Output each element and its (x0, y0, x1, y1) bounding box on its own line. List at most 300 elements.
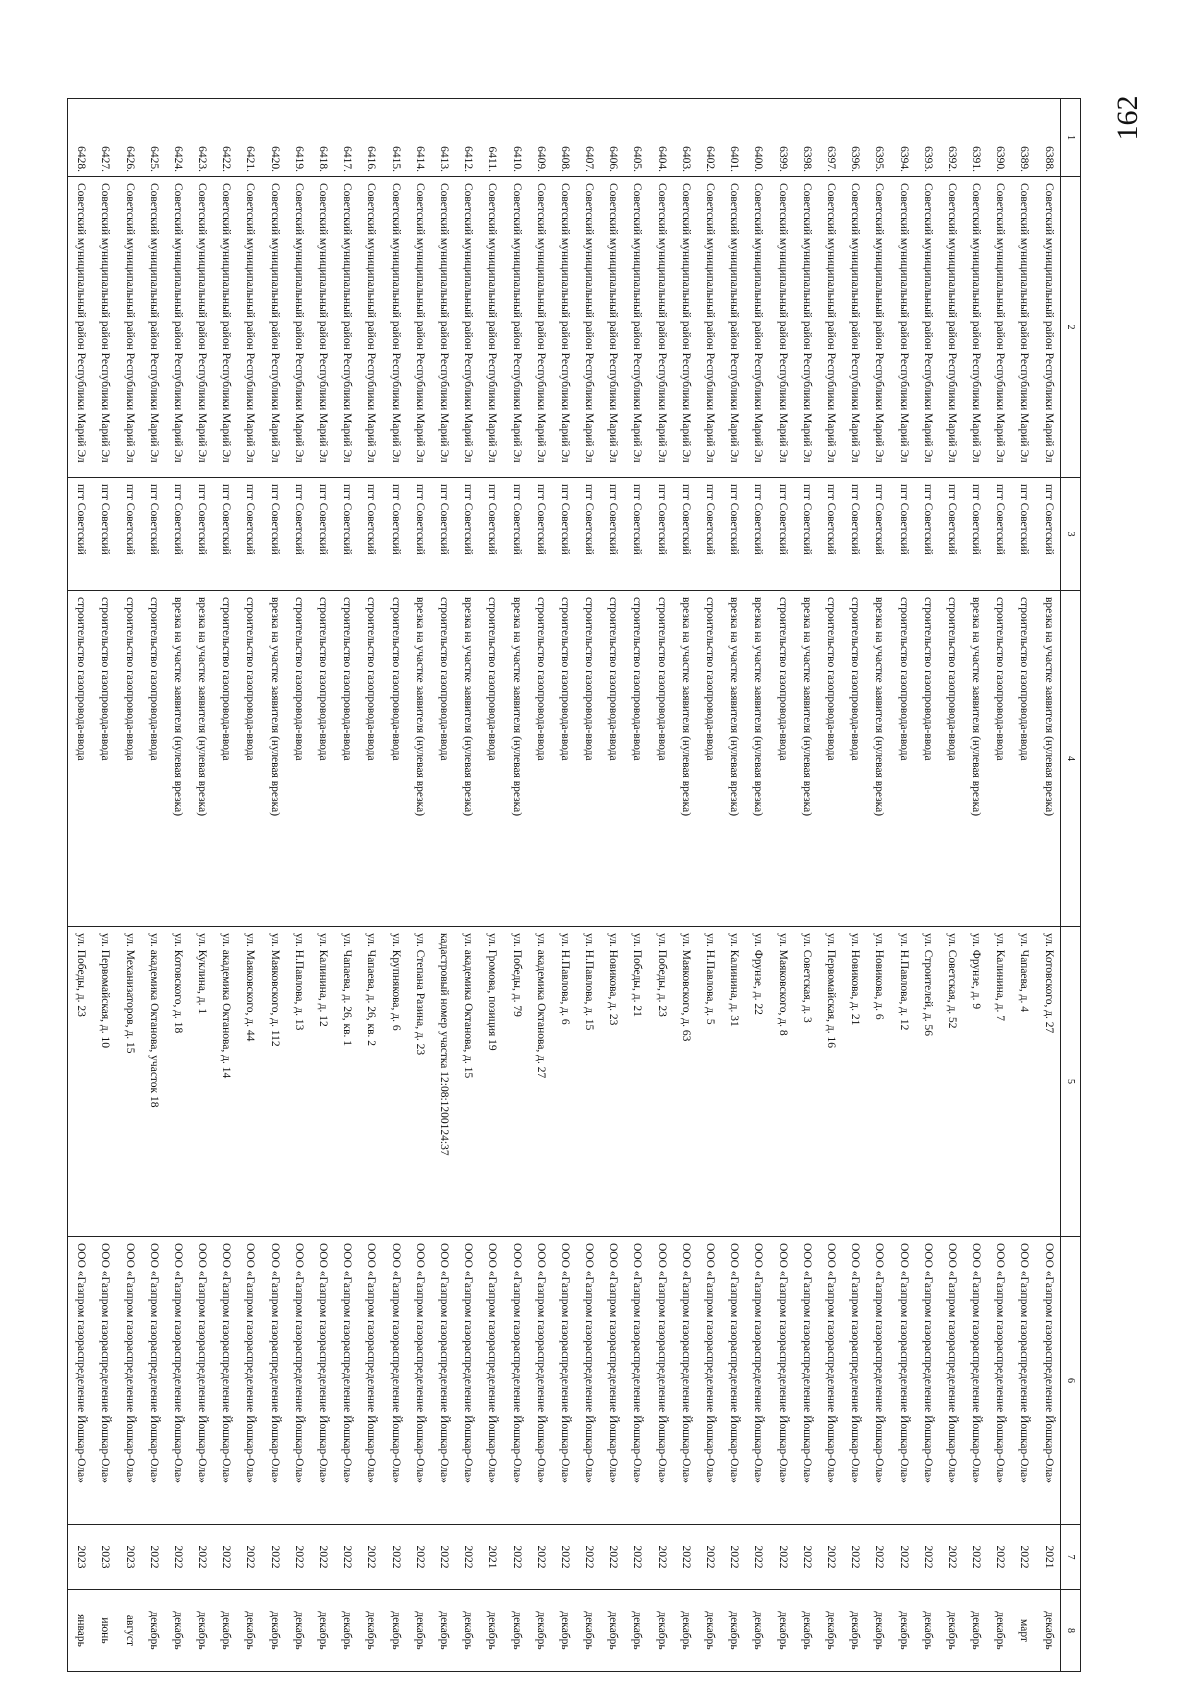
month-cell: декабрь (939, 1590, 963, 1672)
address-cell: ул. Н.Павлова, д. 12 (891, 927, 915, 1237)
table-row (383, 99, 407, 1672)
table-row (189, 99, 213, 1672)
month-cell: декабрь (818, 1590, 842, 1672)
row-number: 6424. (165, 99, 189, 177)
month-cell: декабрь (213, 1590, 237, 1672)
work-type-cell: строительство газопровода-ввода (238, 591, 262, 927)
organization-cell: ООО «Газпром газораспределение Йошкар-Ола» (818, 1237, 842, 1525)
month-cell: декабрь (383, 1590, 407, 1672)
municipality-cell: Советский муниципальный район Республики Марий Эл (455, 177, 479, 478)
month-cell: декабрь (794, 1590, 818, 1672)
work-type-cell: врезка на участке заявителя (нулевая врезка) (673, 591, 697, 927)
settlement-cell: пгт Советский (165, 478, 189, 591)
month-cell: декабрь (891, 1590, 915, 1672)
table-row (673, 99, 697, 1672)
row-number: 6396. (842, 99, 866, 177)
municipality-cell: Советский муниципальный район Республики Марий Эл (189, 177, 213, 478)
settlement-cell: пгт Советский (818, 478, 842, 591)
municipality-cell: Советский муниципальный район Республики Марий Эл (842, 177, 866, 478)
work-type-cell: строительство газопровода-ввода (334, 591, 358, 927)
municipality-cell: Советский муниципальный район Республики Марий Эл (165, 177, 189, 478)
column-header-7: 7 (1061, 1525, 1081, 1590)
organization-cell: ООО «Газпром газораспределение Йошкар-Ола» (141, 1237, 165, 1525)
year-cell: 2022 (286, 1525, 310, 1590)
month-cell: август (117, 1590, 141, 1672)
work-type-cell: строительство газопровода-ввода (625, 591, 649, 927)
settlement-cell: пгт Советский (383, 478, 407, 591)
organization-cell: ООО «Газпром газораспределение Йошкар-Ола» (286, 1237, 310, 1525)
row-number: 6418. (310, 99, 334, 177)
month-cell: декабрь (867, 1590, 891, 1672)
municipality-cell: Советский муниципальный район Республики Марий Эл (407, 177, 431, 478)
year-cell: 2022 (1012, 1525, 1036, 1590)
municipality-cell: Советский муниципальный район Республики Марий Эл (600, 177, 624, 478)
settlement-cell: пгт Советский (504, 478, 528, 591)
year-cell: 2022 (213, 1525, 237, 1590)
municipality-cell: Советский муниципальный район Республики Марий Эл (939, 177, 963, 478)
address-cell: ул. Калинина, д. 12 (310, 927, 334, 1237)
table-row (431, 99, 455, 1672)
table-row (1012, 99, 1036, 1672)
work-type-cell: строительство газопровода-ввода (68, 591, 93, 927)
year-cell: 2022 (891, 1525, 915, 1590)
settlement-cell: пгт Советский (625, 478, 649, 591)
year-cell: 2022 (359, 1525, 383, 1590)
address-cell: ул. Калинина, д. 31 (721, 927, 745, 1237)
settlement-cell: пгт Советский (480, 478, 504, 591)
row-number: 6417. (334, 99, 358, 177)
address-cell: ул. Механизаторов, д. 15 (117, 927, 141, 1237)
settlement-cell: пгт Советский (963, 478, 987, 591)
work-type-cell: строительство газопровода-ввода (431, 591, 455, 927)
row-number: 6413. (431, 99, 455, 177)
month-cell: декабрь (310, 1590, 334, 1672)
address-cell: ул. Победы, д. 21 (625, 927, 649, 1237)
organization-cell: ООО «Газпром газораспределение Йошкар-Ола» (262, 1237, 286, 1525)
month-cell: декабрь (721, 1590, 745, 1672)
work-type-cell: строительство газопровода-ввода (842, 591, 866, 927)
organization-cell: ООО «Газпром газораспределение Йошкар-Ола» (649, 1237, 673, 1525)
municipality-cell: Советский муниципальный район Республики Марий Эл (867, 177, 891, 478)
year-cell: 2022 (141, 1525, 165, 1590)
year-cell: 2022 (334, 1525, 358, 1590)
row-number: 6399. (770, 99, 794, 177)
table-row (600, 99, 624, 1672)
page-number: 162 (1111, 95, 1144, 141)
work-type-cell: строительство газопровода-ввода (697, 591, 721, 927)
month-cell: декабрь (480, 1590, 504, 1672)
work-type-cell: строительство газопровода-ввода (480, 591, 504, 927)
year-cell: 2022 (697, 1525, 721, 1590)
year-cell: 2022 (794, 1525, 818, 1590)
work-type-cell: строительство газопровода-ввода (891, 591, 915, 927)
address-cell: ул. Чапаева, д. 4 (1012, 927, 1036, 1237)
address-cell: кадастровый номер участка 12:08:1200124:37 (431, 927, 455, 1237)
year-cell: 2022 (383, 1525, 407, 1590)
table-row (697, 99, 721, 1672)
work-type-cell: строительство газопровода-ввода (576, 591, 600, 927)
work-type-cell: строительство газопровода-ввода (770, 591, 794, 927)
table-row (93, 99, 117, 1672)
row-number: 6388. (1036, 99, 1061, 177)
row-number: 6403. (673, 99, 697, 177)
organization-cell: ООО «Газпром газораспределение Йошкар-Ола» (407, 1237, 431, 1525)
work-type-cell: врезка на участке заявителя (нулевая врезка) (721, 591, 745, 927)
municipality-cell: Советский муниципальный район Республики Марий Эл (213, 177, 237, 478)
municipality-cell: Советский муниципальный район Республики Марий Эл (262, 177, 286, 478)
month-cell: декабрь (141, 1590, 165, 1672)
address-cell: ул. Котовского, д. 27 (1036, 927, 1061, 1237)
organization-cell: ООО «Газпром газораспределение Йошкар-Ола» (794, 1237, 818, 1525)
row-number: 6428. (68, 99, 93, 177)
year-cell: 2022 (528, 1525, 552, 1590)
month-cell: декабрь (746, 1590, 770, 1672)
settlement-cell: пгт Советский (431, 478, 455, 591)
table-row (117, 99, 141, 1672)
year-cell: 2022 (262, 1525, 286, 1590)
row-number: 6420. (262, 99, 286, 177)
work-type-cell: врезка на участке заявителя (нулевая врезка) (746, 591, 770, 927)
work-type-cell: строительство газопровода-ввода (141, 591, 165, 927)
work-type-cell: строительство газопровода-ввода (600, 591, 624, 927)
settlement-cell: пгт Советский (915, 478, 939, 591)
row-number: 6415. (383, 99, 407, 177)
organization-cell: ООО «Газпром газораспределение Йошкар-Ола» (68, 1237, 93, 1525)
table-row (794, 99, 818, 1672)
address-cell: ул. Фрунзе, д. 22 (746, 927, 770, 1237)
organization-cell: ООО «Газпром газораспределение Йошкар-Ола» (625, 1237, 649, 1525)
month-cell: декабрь (1036, 1590, 1061, 1672)
table-row (721, 99, 745, 1672)
table-row (963, 99, 987, 1672)
settlement-cell: пгт Советский (891, 478, 915, 591)
municipality-cell: Советский муниципальный район Республики Марий Эл (238, 177, 262, 478)
organization-cell: ООО «Газпром газораспределение Йошкар-Ола» (1036, 1237, 1061, 1525)
settlement-cell: пгт Советский (576, 478, 600, 591)
work-type-cell: врезка на участке заявителя (нулевая врезка) (407, 591, 431, 927)
work-type-cell: строительство газопровода-ввода (915, 591, 939, 927)
address-cell: ул. академика Октанова, д. 14 (213, 927, 237, 1237)
work-type-cell: строительство газопровода-ввода (528, 591, 552, 927)
month-cell: декабрь (770, 1590, 794, 1672)
year-cell: 2022 (189, 1525, 213, 1590)
organization-cell: ООО «Газпром газораспределение Йошкар-Ола» (552, 1237, 576, 1525)
municipality-cell: Советский муниципальный район Республики Марий Эл (552, 177, 576, 478)
row-number: 6427. (93, 99, 117, 177)
table-body (68, 99, 1061, 1672)
settlement-cell: пгт Советский (238, 478, 262, 591)
settlement-cell: пгт Советский (842, 478, 866, 591)
settlement-cell: пгт Советский (68, 478, 93, 591)
organization-cell: ООО «Газпром газораспределение Йошкар-Ола» (504, 1237, 528, 1525)
table-row (504, 99, 528, 1672)
year-cell: 2022 (746, 1525, 770, 1590)
row-number: 6398. (794, 99, 818, 177)
address-cell: ул. Советская, д. 52 (939, 927, 963, 1237)
month-cell: декабрь (359, 1590, 383, 1672)
table-row (891, 99, 915, 1672)
settlement-cell: пгт Советский (867, 478, 891, 591)
settlement-cell: пгт Советский (407, 478, 431, 591)
work-type-cell: врезка на участке заявителя (нулевая врезка) (1036, 591, 1061, 927)
year-cell: 2022 (431, 1525, 455, 1590)
row-number: 6407. (576, 99, 600, 177)
organization-cell: ООО «Газпром газораспределение Йошкар-Ола» (310, 1237, 334, 1525)
month-cell: декабрь (189, 1590, 213, 1672)
address-cell: ул. Котовского, д. 18 (165, 927, 189, 1237)
year-cell: 2022 (600, 1525, 624, 1590)
row-number: 6393. (915, 99, 939, 177)
address-cell: ул. Н.Павлова, д. 5 (697, 927, 721, 1237)
settlement-cell: пгт Советский (286, 478, 310, 591)
address-cell: ул. Громова, позиция 19 (480, 927, 504, 1237)
year-cell: 2023 (93, 1525, 117, 1590)
month-cell: июнь (93, 1590, 117, 1672)
table-row (818, 99, 842, 1672)
column-header-2: 2 (1061, 177, 1081, 478)
settlement-cell: пгт Советский (117, 478, 141, 591)
year-cell: 2022 (818, 1525, 842, 1590)
organization-cell: ООО «Газпром газораспределение Йошкар-Ола» (528, 1237, 552, 1525)
municipality-cell: Советский муниципальный район Республики Марий Эл (915, 177, 939, 478)
month-cell: декабрь (431, 1590, 455, 1672)
settlement-cell: пгт Советский (987, 478, 1011, 591)
table-row (842, 99, 866, 1672)
address-cell: ул. Степана Разина, д. 23 (407, 927, 431, 1237)
municipality-cell: Советский муниципальный район Республики Марий Эл (987, 177, 1011, 478)
settlement-cell: пгт Советский (262, 478, 286, 591)
organization-cell: ООО «Газпром газораспределение Йошкар-Ола» (867, 1237, 891, 1525)
address-cell: ул. Советская, д. 3 (794, 927, 818, 1237)
work-type-cell: строительство газопровода-ввода (117, 591, 141, 927)
settlement-cell: пгт Советский (1036, 478, 1061, 591)
table-row (746, 99, 770, 1672)
organization-cell: ООО «Газпром газораспределение Йошкар-Ола» (455, 1237, 479, 1525)
table-row (987, 99, 1011, 1672)
work-type-cell: врезка на участке заявителя (нулевая врезка) (504, 591, 528, 927)
work-type-cell: строительство газопровода-ввода (383, 591, 407, 927)
organization-cell: ООО «Газпром газораспределение Йошкар-Ола» (576, 1237, 600, 1525)
address-cell: ул. Маяковского, д. 44 (238, 927, 262, 1237)
column-header-4: 4 (1061, 591, 1081, 927)
organization-cell: ООО «Газпром газораспределение Йошкар-Ола» (165, 1237, 189, 1525)
address-cell: ул. Победы, д. 23 (68, 927, 93, 1237)
work-type-cell: строительство газопровода-ввода (649, 591, 673, 927)
work-type-cell: врезка на участке заявителя (нулевая врезка) (262, 591, 286, 927)
year-cell: 2022 (552, 1525, 576, 1590)
year-cell: 2022 (238, 1525, 262, 1590)
municipality-cell: Советский муниципальный район Республики Марий Эл (794, 177, 818, 478)
month-cell: январь (68, 1590, 93, 1672)
row-number: 6400. (746, 99, 770, 177)
municipality-cell: Советский муниципальный район Республики Марий Эл (1036, 177, 1061, 478)
month-cell: декабрь (238, 1590, 262, 1672)
year-cell: 2022 (504, 1525, 528, 1590)
year-cell: 2023 (68, 1525, 93, 1590)
month-cell: декабрь (987, 1590, 1011, 1672)
month-cell: декабрь (625, 1590, 649, 1672)
table-row (770, 99, 794, 1672)
work-type-cell: врезка на участке заявителя (нулевая врезка) (165, 591, 189, 927)
table-row (141, 99, 165, 1672)
municipality-cell: Советский муниципальный район Республики Марий Эл (68, 177, 93, 478)
address-cell: ул. академика Октанова, участок 18 (141, 927, 165, 1237)
month-cell: декабрь (842, 1590, 866, 1672)
row-number: 6406. (600, 99, 624, 177)
month-cell: декабрь (697, 1590, 721, 1672)
month-cell: декабрь (576, 1590, 600, 1672)
row-number: 6402. (697, 99, 721, 177)
municipality-cell: Советский муниципальный район Республики Марий Эл (310, 177, 334, 478)
organization-cell: ООО «Газпром газораспределение Йошкар-Ола» (334, 1237, 358, 1525)
settlement-cell: пгт Советский (939, 478, 963, 591)
table-row (625, 99, 649, 1672)
table-row (68, 99, 93, 1672)
organization-cell: ООО «Газпром газораспределение Йошкар-Ола» (842, 1237, 866, 1525)
organization-cell: ООО «Газпром газораспределение Йошкар-Ола» (721, 1237, 745, 1525)
table-row (939, 99, 963, 1672)
year-cell: 2022 (649, 1525, 673, 1590)
organization-cell: ООО «Газпром газораспределение Йошкар-Ола» (480, 1237, 504, 1525)
column-header-1: 1 (1061, 99, 1081, 177)
year-cell: 2023 (117, 1525, 141, 1590)
address-cell: ул. академика Октанова, д. 15 (455, 927, 479, 1237)
month-cell: декабрь (552, 1590, 576, 1672)
address-cell: ул. Калинина, д. 7 (987, 927, 1011, 1237)
municipality-cell: Советский муниципальный район Республики Марий Эл (93, 177, 117, 478)
settlement-cell: пгт Советский (600, 478, 624, 591)
work-type-cell: строительство газопровода-ввода (1012, 591, 1036, 927)
year-cell: 2022 (770, 1525, 794, 1590)
settlement-cell: пгт Советский (141, 478, 165, 591)
row-number: 6421. (238, 99, 262, 177)
month-cell: декабрь (407, 1590, 431, 1672)
table-row (915, 99, 939, 1672)
municipality-cell: Советский муниципальный район Республики Марий Эл (141, 177, 165, 478)
settlement-cell: пгт Советский (794, 478, 818, 591)
table-row (359, 99, 383, 1672)
organization-cell: ООО «Газпром газораспределение Йошкар-Ола» (431, 1237, 455, 1525)
gas-connection-register-table (67, 98, 1081, 1672)
work-type-cell: строительство газопровода-ввода (818, 591, 842, 927)
address-cell: ул. Н.Павлова, д. 15 (576, 927, 600, 1237)
year-cell: 2022 (721, 1525, 745, 1590)
municipality-cell: Советский муниципальный район Республики Марий Эл (383, 177, 407, 478)
work-type-cell: врезка на участке заявителя (нулевая врезка) (189, 591, 213, 927)
municipality-cell: Советский муниципальный район Республики Марий Эл (721, 177, 745, 478)
table-row (480, 99, 504, 1672)
work-type-cell: строительство газопровода-ввода (939, 591, 963, 927)
month-cell: декабрь (673, 1590, 697, 1672)
address-cell: ул. Первомайская, д. 10 (93, 927, 117, 1237)
organization-cell: ООО «Газпром газораспределение Йошкар-Ола» (770, 1237, 794, 1525)
table-row (649, 99, 673, 1672)
address-cell: ул. академика Октанова, д. 27 (528, 927, 552, 1237)
work-type-cell: строительство газопровода-ввода (987, 591, 1011, 927)
column-header-3: 3 (1061, 478, 1081, 591)
row-number: 6394. (891, 99, 915, 177)
organization-cell: ООО «Газпром газораспределение Йошкар-Ола» (673, 1237, 697, 1525)
work-type-cell: врезка на участке заявителя (нулевая врезка) (455, 591, 479, 927)
month-cell: декабрь (528, 1590, 552, 1672)
table-row (552, 99, 576, 1672)
year-cell: 2022 (915, 1525, 939, 1590)
settlement-cell: пгт Советский (1012, 478, 1036, 591)
organization-cell: ООО «Газпром газораспределение Йошкар-Ола» (939, 1237, 963, 1525)
municipality-cell: Советский муниципальный район Республики Марий Эл (891, 177, 915, 478)
municipality-cell: Советский муниципальный район Республики Марий Эл (504, 177, 528, 478)
municipality-cell: Советский муниципальный район Республики Марий Эл (286, 177, 310, 478)
settlement-cell: пгт Советский (189, 478, 213, 591)
month-cell: декабрь (262, 1590, 286, 1672)
address-cell: ул. Крупнякова, д. 6 (383, 927, 407, 1237)
municipality-cell: Советский муниципальный район Республики Марий Эл (963, 177, 987, 478)
table-row (262, 99, 286, 1672)
work-type-cell: строительство газопровода-ввода (359, 591, 383, 927)
settlement-cell: пгт Советский (310, 478, 334, 591)
municipality-cell: Советский муниципальный район Республики Марий Эл (117, 177, 141, 478)
year-cell: 2022 (576, 1525, 600, 1590)
organization-cell: ООО «Газпром газораспределение Йошкар-Ола» (238, 1237, 262, 1525)
settlement-cell: пгт Советский (334, 478, 358, 591)
row-number: 6410. (504, 99, 528, 177)
table-row (407, 99, 431, 1672)
address-cell: ул. Н.Павлова, д. 6 (552, 927, 576, 1237)
settlement-cell: пгт Советский (93, 478, 117, 591)
organization-cell: ООО «Газпром газораспределение Йошкар-Ола» (117, 1237, 141, 1525)
address-cell: ул. Новикова, д. 21 (842, 927, 866, 1237)
row-number: 6425. (141, 99, 165, 177)
year-cell: 2022 (867, 1525, 891, 1590)
work-type-cell: врезка на участке заявителя (нулевая врезка) (963, 591, 987, 927)
year-cell: 2022 (407, 1525, 431, 1590)
table-row (334, 99, 358, 1672)
work-type-cell: строительство газопровода-ввода (310, 591, 334, 927)
address-cell: ул. Куклина, д. 1 (189, 927, 213, 1237)
organization-cell: ООО «Газпром газораспределение Йошкар-Ола» (891, 1237, 915, 1525)
row-number: 6408. (552, 99, 576, 177)
year-cell: 2022 (625, 1525, 649, 1590)
municipality-cell: Советский муниципальный район Республики Марий Эл (431, 177, 455, 478)
row-number: 6405. (625, 99, 649, 177)
year-cell: 2022 (963, 1525, 987, 1590)
table-header (1061, 99, 1081, 1672)
row-number: 6426. (117, 99, 141, 177)
work-type-cell: строительство газопровода-ввода (93, 591, 117, 927)
settlement-cell: пгт Советский (552, 478, 576, 591)
settlement-cell: пгт Советский (673, 478, 697, 591)
year-cell: 2022 (455, 1525, 479, 1590)
year-cell: 2021 (480, 1525, 504, 1590)
month-cell: март (1012, 1590, 1036, 1672)
month-cell: декабрь (600, 1590, 624, 1672)
organization-cell: ООО «Газпром газораспределение Йошкар-Ола» (600, 1237, 624, 1525)
column-header-6: 6 (1061, 1237, 1081, 1525)
table-row (576, 99, 600, 1672)
year-cell: 2022 (165, 1525, 189, 1590)
row-number: 6392. (939, 99, 963, 177)
municipality-cell: Советский муниципальный район Республики Марий Эл (576, 177, 600, 478)
year-cell: 2021 (1036, 1525, 1061, 1590)
month-cell: декабрь (455, 1590, 479, 1672)
municipality-cell: Советский муниципальный район Республики Марий Эл (697, 177, 721, 478)
year-cell: 2022 (310, 1525, 334, 1590)
settlement-cell: пгт Советский (746, 478, 770, 591)
address-cell: ул. Победы, д. 79 (504, 927, 528, 1237)
row-number: 6391. (963, 99, 987, 177)
settlement-cell: пгт Советский (697, 478, 721, 591)
row-number: 6411. (480, 99, 504, 177)
